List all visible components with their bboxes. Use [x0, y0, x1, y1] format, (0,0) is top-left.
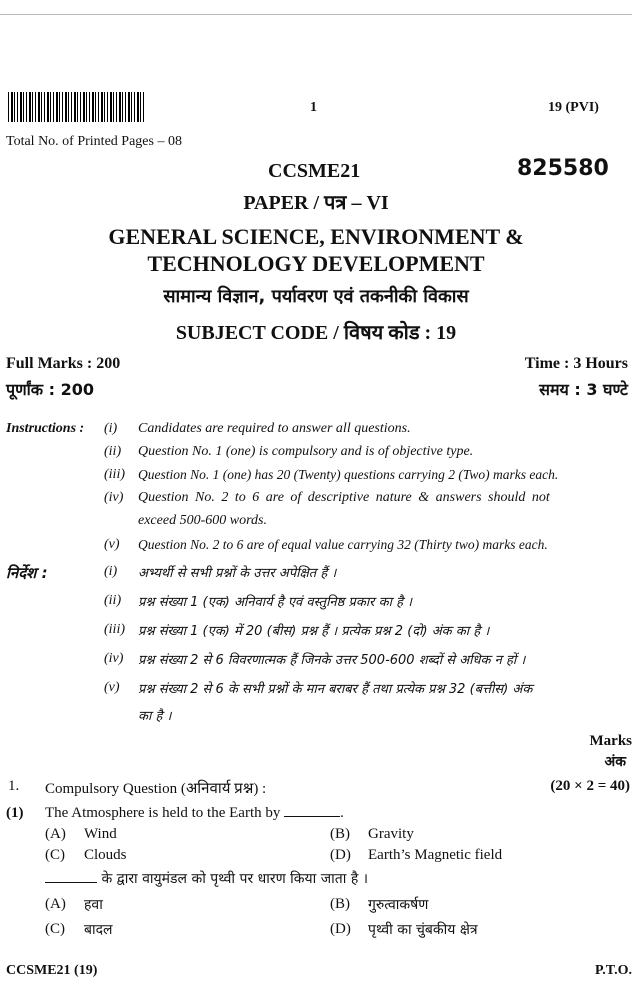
- subquestion-stem-hindi: [45, 869, 368, 888]
- option-text: Wind: [84, 826, 117, 842]
- question-number: 1.: [8, 778, 20, 794]
- instruction-text-hindi-cont: का है ।: [138, 709, 172, 724]
- instruction-text-cont: exceed 500-600 words.: [138, 513, 267, 528]
- option-text-hindi: गुरुत्वाकर्षण: [368, 897, 429, 913]
- time-allowed-hindi: समय : 3 घण्टे: [539, 380, 628, 399]
- option-label: (D): [330, 847, 351, 863]
- option-label: (B): [330, 826, 350, 842]
- instruction-num: (iv): [104, 651, 124, 666]
- instruction-num: (i): [104, 564, 118, 579]
- instruction-text: Question No. 1 (one) is compulsory and is of objective type.: [138, 444, 474, 459]
- marks-column-label-hindi: अंक: [604, 754, 626, 770]
- instruction-text: Candidates are required to answer all questions.: [138, 421, 411, 436]
- instruction-text: Question No. 2 to 6 are of equal value carrying 32 (Thirty two) marks each.: [138, 537, 548, 552]
- exam-code: CCSME21: [268, 160, 361, 182]
- question-title: Compulsory Question (अनिवार्य प्रश्न) :: [45, 781, 267, 797]
- option-text: Clouds: [84, 847, 127, 863]
- subject-line-1: GENERAL SCIENCE, ENVIRONMENT &: [108, 224, 524, 249]
- page-number: 1: [310, 100, 317, 115]
- paper-title: PAPER / पत्र – VI: [243, 192, 389, 214]
- subquestion-stem-text: The Atmosphere is held to the Earth by: [45, 805, 281, 821]
- subject-code: SUBJECT CODE / विषय कोड : 19: [175, 322, 457, 344]
- option-text-hindi: पृथ्वी का चुंबकीय क्षेत्र: [368, 922, 478, 938]
- instruction-text: Question No. 1 (one) has 20 (Twenty) questions carrying 2 (Two) marks each.: [138, 467, 559, 482]
- instruction-num: (ii): [104, 593, 122, 608]
- subject-line-2: TECHNOLOGY DEVELOPMENT: [147, 251, 485, 276]
- paper-code-top: 19 (PVI): [548, 100, 599, 115]
- option-text: Gravity: [368, 826, 414, 842]
- top-rule: [0, 14, 632, 15]
- instruction-num: (v): [104, 537, 120, 552]
- time-allowed: Time : 3 Hours: [524, 355, 628, 372]
- option-label: (C): [45, 921, 65, 937]
- subquestion-stem-hindi-text: के द्वारा वायुमंडल को पृथ्वी पर धारण किया जाता है ।: [101, 871, 369, 887]
- option-label: (C): [45, 847, 65, 863]
- serial-number: 825580: [517, 156, 609, 181]
- instruction-num: (i): [104, 421, 118, 436]
- subquestion-number: (1): [6, 805, 24, 821]
- subquestion-stem: [45, 805, 344, 822]
- instruction-num: (iv): [104, 490, 124, 505]
- barcode-icon: [8, 92, 146, 122]
- instruction-text-hindi: अभ्यर्थी से सभी प्रश्नों के उत्तर अपेक्षित हैं ।: [138, 566, 337, 581]
- option-label: (D): [330, 921, 351, 937]
- instruction-num: (iii): [104, 467, 125, 482]
- answer-blank: [284, 815, 340, 817]
- question-marks: (20 × 2 = 40): [550, 778, 630, 794]
- marks-column-label: Marks: [589, 733, 632, 749]
- instruction-text-hindi: प्रश्न संख्या 1 (एक) में 20 (बीस) प्रश्न हैं । प्रत्येक प्रश्न 2 (दो) अंक का है ।: [138, 624, 490, 639]
- footer-pto: P.T.O.: [595, 963, 632, 978]
- option-label: (B): [330, 896, 350, 912]
- instructions-heading: Instructions :: [6, 421, 85, 436]
- subquestion-stem-end: .: [340, 805, 344, 821]
- subject-hindi: सामान्य विज्ञान, पर्यावरण एवं तकनीकी विकास: [163, 286, 469, 307]
- option-text-hindi: हवा: [84, 897, 103, 913]
- option-label: (A): [45, 896, 66, 912]
- instruction-text: Question No. 2 to 6 are of descriptive nature & answers should not: [138, 490, 550, 505]
- instruction-num: (v): [104, 680, 120, 695]
- instruction-text-hindi: प्रश्न संख्या 2 से 6 के सभी प्रश्नों के मान बराबर हैं तथा प्रत्येक प्रश्न 32 (बत्तीस) अंक: [138, 682, 533, 697]
- footer-code: CCSME21 (19): [6, 963, 98, 978]
- instruction-num: (iii): [104, 622, 125, 637]
- option-label: (A): [45, 826, 66, 842]
- total-pages: Total No. of Printed Pages – 08: [6, 134, 182, 149]
- instruction-text-hindi: प्रश्न संख्या 2 से 6 विवरणात्मक हैं जिनके उत्तर 500-600 शब्दों से अधिक न हों ।: [138, 653, 526, 668]
- full-marks-hindi: पूर्णांक : 200: [6, 380, 95, 399]
- instruction-text-hindi: प्रश्न संख्या 1 (एक) अनिवार्य है एवं वस्तुनिष्ठ प्रकार का है ।: [138, 595, 413, 610]
- instructions-heading-hindi: निर्देश :: [6, 564, 48, 582]
- option-text: Earth’s Magnetic field: [368, 847, 503, 863]
- answer-blank: [45, 881, 97, 883]
- instruction-num: (ii): [104, 444, 122, 459]
- option-text-hindi: बादल: [84, 922, 113, 938]
- full-marks: Full Marks : 200: [6, 355, 121, 372]
